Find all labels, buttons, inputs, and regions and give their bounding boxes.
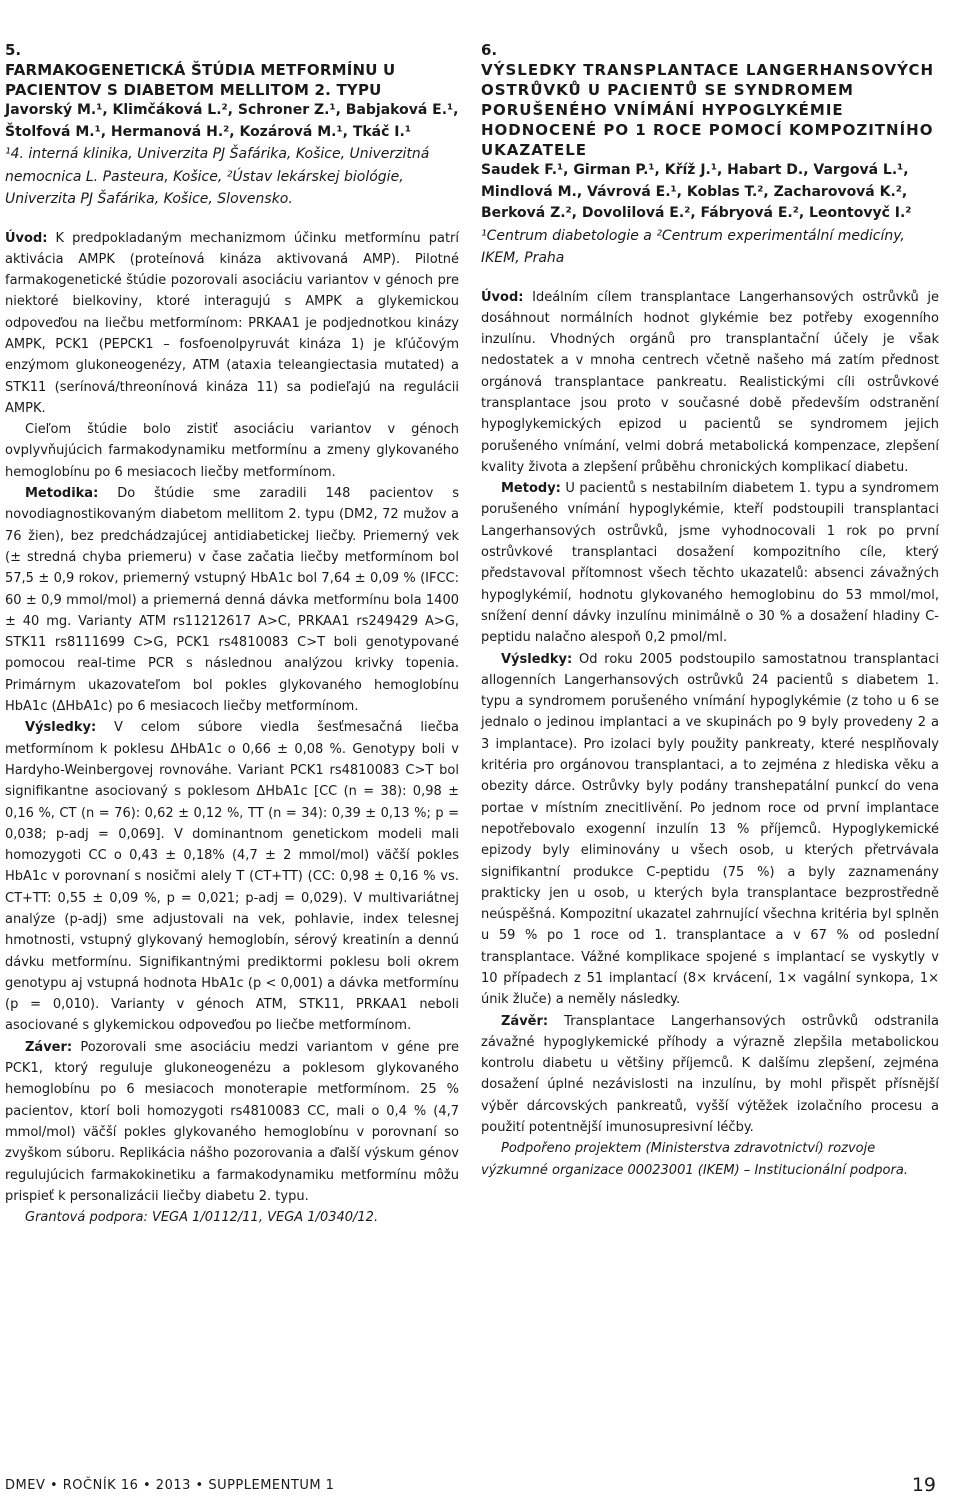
author-list: Saudek F.¹, Girman P.¹, Kříž J.¹, Habart D., Vargová L.¹, Mindlová M., Vávrová E.¹, Koblas T.², Zacharovová K.², Berková Z.², Dovolilová E.², Fábryová E.², Leontovyč I.² bbox=[481, 162, 912, 221]
results-paragraph bbox=[5, 717, 459, 1036]
author-list: Javorský M.¹, Klimčáková L.², Schroner Z.¹, Babjaková E.¹, Štolfová M.¹, Hermanová H.², Kozárová M.¹, Tkáč I.¹ bbox=[5, 102, 459, 140]
aim-paragraph: Cieľom štúdie bolo zistiť asociáciu variantov v génoch ovplyvňujúcich farmakodynamiku metformínu a zmeny glykovaného hemoglobínu po 6 mesiacoch liečby metformínom. bbox=[5, 422, 459, 480]
methods-paragraph bbox=[5, 483, 459, 717]
grant-support: Grantová podpora: VEGA 1/0112/11, VEGA 1/0340/12. bbox=[25, 1210, 379, 1226]
results-label: Výsledky: bbox=[25, 720, 97, 736]
intro-label: Úvod: bbox=[5, 230, 48, 246]
conclusion-label: Záver: bbox=[25, 1039, 73, 1055]
affiliations: ¹4. interná klinika, Univerzita PJ Šafárika, Košice, Univerzitná nemocnica L. Pasteura, Košice, ²Ústav lekárskej biológie, Univerzita PJ Šafárika, Košice, Slovensko. bbox=[5, 146, 430, 207]
abstract-number: 5. bbox=[5, 41, 22, 59]
conclusion-text: Transplantace Langerhansových ostrůvků odstranila závažné hypoglykemické příhody a výrazně zlepšila metabolickou kontrolu diabetu u většiny příjemců. K dalšímu zlepšení, zejména dosažení úplné nezávislosti na inzulínu, by mohl přispět přísnější výběr dárcovských pankreatů, vyšší výtěžek izolačního procesu a použití potentnější imunosupresivní léčby. bbox=[481, 1013, 939, 1136]
results-label: Výsledky: bbox=[501, 651, 573, 667]
methods-text: Do štúdie sme zaradili 148 pacientov s novodiagnostikovaným diabetom mellitom 2. typu (DM2, 72 mužov a 76 žien), bez predchádzajúcej antidiabetickej liečby. Priemerný vek (± stredná chyba priemeru) v čase začatia liečby metformínom bol 57,5 ± 0,9 rokov, priemerný vstupný HbA1c bol 7,64 ± 0,09 % (IFCC: 60 ± 0,9 mmol/mol) a priemerná denná dávka metformínu bola 1400 ± 40 mg. Varianty ATM rs11212617 A>C, PRKAA1 rs249429 A>G, STK11 rs8111699 C>G, PCK1 rs4810083 C>T boli genotypované pomocou real-time PCR s následnou analýzou krivky topenia. Primárnym ukazovateľom bol pokles glykovaného hemoglobínu HbA1c (ΔHbA1c) po 6 mesiacoch liečby metformínom. bbox=[5, 486, 459, 715]
page-number: 19 bbox=[911, 1474, 936, 1496]
affiliations: ¹Centrum diabetologie a ²Centrum experimentální medicíny, IKEM, Praha bbox=[481, 227, 905, 266]
abstract-6 bbox=[481, 40, 939, 1181]
conclusion-paragraph bbox=[5, 1037, 459, 1207]
abstract-5 bbox=[5, 40, 459, 1228]
abstract-title: FARMAKOGENETICKÁ ŠTÚDIA METFORMÍNU U PACIENTOV S DIABETOM MELLITOM 2. TYPU bbox=[5, 61, 396, 99]
methods-label: Metody: bbox=[501, 481, 561, 497]
results-text: V celom súbore viedla šesťmesačná liečba metformínom k poklesu ΔHbA1c o 0,66 ± 0,08 %. Genotypy boli v Hardyho-Weinbergovej rovnováhe. Variant PCK1 rs4810083 C>T bol signifikantne asociovaný s poklesom ΔHbA1c [CC (n = 38): 0,98 ± 0,16 %, CT (n = 76): 0,62 ± 0,12 %, TT (n = 34): 0,39 ± 0,13 %; p = 0,038; p-adj = 0,069]. V dominantnom genetickom modeli mali homozygoti CC o 0,43 ± 0,18% (4,7 ± 2 mmol/mol) väčší pokles HbA1c v porovnaní s nosičmi alely T (CT+TT) (CC: 0,98 ± 0,16 % vs. CT+TT: 0,55 ± 0,09 %, p = 0,021; p-adj = 0,029). V multivariátnej analýze (p-adj) sme adjustovali na vek, pohlavie, index telesnej hmotnosti, vstupný glykovaný hemoglobín, sérový kreatinín a dennú dávku metformínu. Signifikantnými prediktormi poklesu boli okrem genotypu aj vstupná hodnota HbA1c (p < 0,001) a dávka metformínu (p = 0,010). Varianty v génoch ATM, STK11, PRKAA1 neboli asociované s glykemickou odpoveďou po liečbe metformínom. bbox=[5, 720, 459, 1034]
abstract-number: 6. bbox=[481, 41, 498, 59]
conclusion-text: Pozorovali sme asociáciu medzi variantom v géne pre PCK1, ktorý reguluje glukoneogenézu a poklesom glykovaného hemoglobínu po 6 mesiacoch monoterapie metformínom. 25 % pacientov, ktorí boli homozygoti rs4810083 CC, mali o 0,4 % (4,7 mmol/mol) väčší pokles glykovaného hemoglobínu v porovnaní so zvyškom súboru. Replikácia nášho pozorovania a ďalší výskum génov regulujúcich farmakokinetiku a farmakodynamiku metformínu môžu prispieť k personalizácii liečby diabetu 2. typu. bbox=[5, 1039, 460, 1204]
intro-paragraph bbox=[5, 228, 459, 420]
intro-text: Ideálním cílem transplantace Langerhansových ostrůvků je dosáhnout normálních hodnot glykémie bez potřeby exogenního inzulínu. Vhodných orgánů pro transplantační účely je však nedostatek a v mnoha centrech včetně našeho má zatím přednost orgánová transplantace pankreatu. Realistickými cíli ostrůvkové transplantace jsou proto v současné době především odstranění hypoglykemických epizod u pacientů se syndromem jejich porušeného vnímání, velmi dobrá metabolická kompenzace, zlepšení kvality života a zlepšení průběhu chronických komplikací diabetu. bbox=[481, 289, 939, 475]
journal-footer: DMEV • ROČNÍK 16 • 2013 • SUPPLEMENTUM 1 bbox=[5, 1478, 335, 1493]
methods-text: U pacientů s nestabilním diabetem 1. typu a syndromem porušeného vnímání hypoglykémie, kteří podstoupili transplantaci Langerhansových ostrůvků, jsme vyhodnocovali 1 rok po první ostrůvkové transplantaci dosažení kompozitního cíle, který představoval přítomnost všech těchto ukazatelů: absenci závažných hypoglykémií, hodnotu glykovaného hemoglobinu do 53 mmol/mol, snížení denní dávky inzulínu minimálně o 30 % a dosažení hladiny C-peptidu nalačno alespoň 0,2 pmol/ml. bbox=[481, 481, 939, 646]
results-text: Od roku 2005 podstoupilo samostatnou transplantaci allogenních Langerhansových ostrůvků 24 pacientů s diabetem 1. typu a syndromem porušeného vnímání hypoglykémie (z toho u 6 se jednalo o jedinou implantaci a ve skupinách po 9 byly provedeny 2 a 3 implantace). Pro izolaci byly použity pankreaty, které nesplňovaly kritéria pro orgánovou transplantaci, a to zejména z hlediska věku a obezity dárce. Ostrůvky byly podány transhepatální punkcí do vena portae v místním znecitlivění. Po jednom roce od první implantace nepotřebovalo exogenní inzulín 13 % příjemců. Hypoglykemické epizody byly eliminovány u všech osob, u kterých přetrvávala signifikantní produkce C-peptidu (75 %) a byly zaznamenány prakticky jen u osob, u kterých byla transplantace bezprostředně neúspěšná. Kompozitní ukazatel zahrnující všechna kritéria byl splněn u 59 % po 1 roce od 1. transplantace a v 67 % od poslední transplantace. Vážné komplikace spojené s implantací se vyskytly v 10 případech z 51 implantací (8× krvácení, 1× vagální synkopa, 1× únik žluče) a neměly následky. bbox=[481, 651, 939, 1008]
methods-paragraph bbox=[481, 478, 939, 648]
conclusion-paragraph bbox=[481, 1011, 939, 1139]
methods-label: Metodika: bbox=[25, 486, 99, 502]
grant-support: Podpořeno projektem (Ministerstva zdravotnictví) rozvoje výzkumné organizace 00023001 (IKEM) – Institucionální podpora. bbox=[481, 1141, 908, 1178]
results-paragraph bbox=[481, 649, 939, 1011]
intro-paragraph bbox=[481, 287, 939, 479]
conclusion-label: Závěr: bbox=[501, 1013, 549, 1029]
intro-text: K predpokladaným mechanizmom účinku metformínu patrí aktivácia AMPK (proteínová kináza aktivovaná AMP). Pilotné farmakogenetické štúdie pozorovali asociáciu variantov v génoch pre niektoré bielkoviny, ktoré interagujú s AMPK a glykemickou odpoveďou na liečbu metformínom: PRKAA1 je podjednotkou kinázy AMPK, PCK1 (PEPCK1 – fosfoenolpyruvát kináza 1) je kľúčovým enzýmom glukoneogenézy, ATM (ataxia teleangiectasia mutated) a STK11 (serínová/threonínová kináza 11) sa podieľajú na regulácii AMPK. bbox=[5, 230, 459, 416]
abstract-title: VÝSLEDKY TRANSPLANTACE LANGERHANSOVÝCH OSTRŮVKŮ U PACIENTŮ SE SYNDROMEM PORUŠENÉHO VNÍMÁNÍ HYPOGLYKÉMIE HODNOCENÉ PO 1 ROCE POMOCÍ KOMPOZITNÍHO UKAZATELE bbox=[481, 61, 935, 159]
intro-label: Úvod: bbox=[481, 289, 524, 305]
